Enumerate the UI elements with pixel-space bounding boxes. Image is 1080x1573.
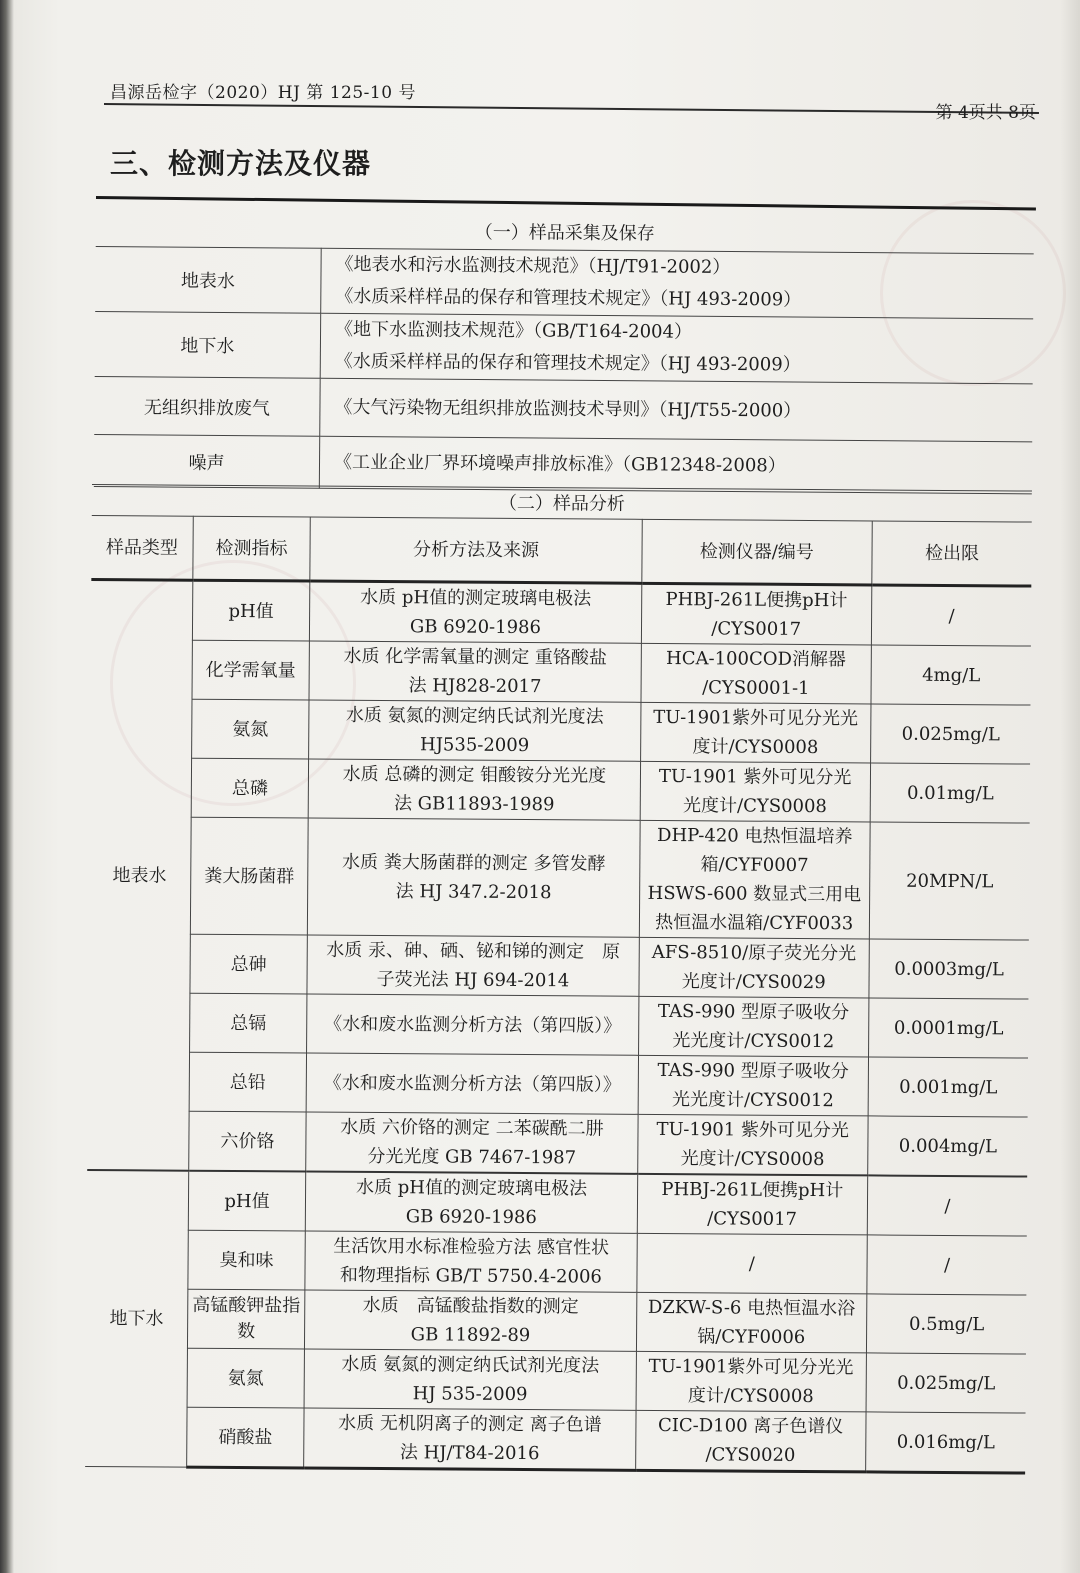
indicator: 六价铬	[188, 1111, 306, 1171]
instrument-line: DHP-420 电热恒温培养	[657, 824, 853, 848]
instrument-line: TAS-990 型原子吸收分	[657, 1000, 850, 1024]
indicator: 总镉	[189, 993, 307, 1053]
instrument	[638, 996, 869, 1057]
method-line: 水质 六价铬的测定 二苯碳酰二肼	[340, 1116, 604, 1140]
instrument-line: 光度计/CYS0029	[681, 971, 826, 994]
method-line: 法 GB11893-1989	[393, 793, 555, 816]
table-row	[88, 992, 1028, 1058]
report-code: 昌源岳检字（2020）HJ 第 125-10 号	[110, 83, 416, 103]
table-row	[95, 311, 1033, 383]
detection-limit: 0.5mg/L	[866, 1294, 1026, 1354]
method	[304, 1349, 636, 1410]
instrument-line: PHBJ-261L便携pH计	[665, 589, 848, 612]
instrument-line: 光度计/CYS0008	[682, 795, 827, 818]
instrument-line: /	[748, 1253, 755, 1275]
instrument	[636, 1292, 867, 1353]
table-row	[91, 639, 1031, 705]
table-row	[88, 1051, 1028, 1117]
detection-limit: 0.016mg/L	[866, 1412, 1026, 1473]
method	[307, 1053, 639, 1114]
detection-limit: /	[867, 1175, 1027, 1236]
instrument-line: /CYS0017	[711, 618, 802, 640]
instrument-line: HCA-100COD消解器	[666, 648, 847, 671]
standard-line: 《大气污染物无组织排放监测技术导则》（HJ/T55-2000）	[320, 378, 1033, 442]
method-line: 《水和废水监测分析方法（第四版）》	[323, 1072, 621, 1096]
method	[309, 700, 641, 761]
indicator: 总磷	[191, 758, 309, 818]
detection-limit: 4mg/L	[871, 645, 1031, 705]
instrument	[638, 937, 869, 998]
method	[310, 581, 642, 643]
instrument-line: 光度计/CYS0008	[680, 1148, 825, 1171]
detection-limit: 20MPN/L	[869, 822, 1029, 940]
method-line: 水质 氨氮的测定纳氏试剂光度法	[345, 704, 604, 728]
column-header: 样品类型	[91, 515, 193, 580]
instrument-line: TU-1901紫外可见分光光	[648, 1355, 854, 1379]
instrument-line: 度计/CYS0008	[687, 1385, 814, 1408]
method	[305, 1231, 637, 1292]
table-row	[89, 816, 1030, 940]
column-header: 分析方法及来源	[310, 517, 642, 583]
standard-line: 《水质采样样品的保存和管理技术规定》（HJ 493-2009）	[335, 285, 802, 311]
sample-type: 地表水	[95, 246, 321, 313]
instrument-line: /CYS0020	[705, 1444, 796, 1466]
sampling-caption: （一）样品采集及保存	[96, 210, 1034, 254]
method-line: 生活饮用水标准检验方法 感官性状	[333, 1235, 610, 1259]
indicator: 硝酸盐	[186, 1407, 304, 1468]
method-line: 水质 氨氮的测定纳氏试剂光度法	[341, 1353, 600, 1377]
instrument	[637, 1114, 868, 1175]
method-line: 法 HJ 347.2-2018	[395, 881, 552, 904]
instrument-line: 光光度计/CYS0012	[672, 1030, 835, 1053]
page-number: 第 4页共 8页	[935, 103, 1036, 123]
instrument	[640, 702, 871, 763]
table-row	[88, 933, 1028, 999]
instrument-line: 度计/CYS0008	[692, 736, 819, 759]
method-line: 水质 高锰酸盐指数的测定	[362, 1294, 579, 1318]
table-row	[86, 1347, 1026, 1413]
detection-limit: 0.004mg/L	[868, 1116, 1028, 1177]
standards-cell	[321, 248, 1034, 319]
method-line: HJ 535-2009	[412, 1383, 528, 1406]
instrument-line: CIC-D100 离子色谱仪	[657, 1414, 844, 1438]
method	[306, 1172, 638, 1234]
standards-cell	[320, 313, 1033, 384]
detection-limit: 0.01mg/L	[870, 763, 1030, 823]
table-row	[86, 1229, 1026, 1295]
detection-limit: /	[871, 585, 1031, 646]
instrument-line: /CYS0017	[707, 1208, 798, 1230]
sample-type: 地下水	[85, 1170, 188, 1467]
indicator: 总砷	[190, 934, 308, 994]
standard-line: 《地表水和污水监测技术规范》（HJ/T91-2002）	[335, 253, 731, 278]
method-line: 子荧光法 HJ 694-2014	[376, 968, 570, 992]
instrument	[639, 820, 870, 939]
instrument-line: 光光度计/CYS0012	[671, 1089, 834, 1112]
method	[309, 759, 641, 820]
indicator: pH值	[188, 1171, 306, 1231]
method-line: GB 6920-1986	[409, 616, 542, 639]
instrument-line: HSWS-600 数显式三用电	[647, 882, 862, 906]
method	[306, 1112, 638, 1174]
method-line: 法 HJ/T84-2016	[399, 1442, 540, 1465]
method	[308, 818, 640, 937]
method-line: GB 11892-89	[410, 1324, 531, 1347]
standard-line: 《地下水监测技术规范》（GB/T164-2004）	[334, 318, 693, 343]
method-line: 水质 汞、砷、硒、铋和锑的测定 原	[326, 939, 621, 963]
instrument-line: DZKW-S-6 电热恒温水浴	[647, 1296, 856, 1320]
method-line: 法 HJ828-2017	[408, 675, 542, 698]
method-line: HJ535-2009	[419, 734, 530, 757]
indicator: 臭和味	[188, 1230, 306, 1290]
method-line: 分光光度 GB 7467-1987	[367, 1145, 577, 1169]
standard-line: 《水质采样样品的保存和管理技术规定》（HJ 493-2009）	[334, 350, 801, 376]
instrument-line: TAS-990 型原子吸收分	[657, 1059, 849, 1083]
detection-limit: 0.025mg/L	[871, 704, 1031, 764]
instrument-line: /CYS0001-1	[702, 677, 810, 700]
instrument	[640, 643, 871, 704]
method-line: 水质 无机阴离子的测定 离子色谱	[338, 1412, 602, 1436]
method-line: 水质 pH值的测定玻璃电极法	[360, 586, 592, 610]
header-row	[91, 515, 1031, 586]
instrument-line: TU-1901 紫外可见分光	[656, 1118, 850, 1142]
table-row	[91, 579, 1031, 646]
instrument-line: TU-1901 紫外可见分光	[658, 765, 852, 789]
header-divider	[104, 103, 1039, 114]
method-line: 和物理指标 GB/T 5750.4-2006	[339, 1264, 602, 1288]
instrument-line: 箱/CYF0007	[700, 854, 809, 877]
table-row	[85, 1406, 1025, 1473]
analysis-caption: （二）样品分析	[92, 485, 1032, 523]
method-line: 水质 粪大肠菌群的测定 多管发酵	[342, 851, 606, 875]
method	[304, 1408, 636, 1470]
sample-type: 地下水	[95, 311, 321, 378]
method	[307, 935, 639, 996]
sample-type: 地表水	[87, 579, 192, 1170]
detection-limit: 0.025mg/L	[866, 1353, 1026, 1413]
table-row	[90, 698, 1030, 764]
method-line: 水质 化学需氧量的测定 重铬酸盐	[343, 645, 608, 669]
instrument-line: PHBJ-261L便携pH计	[661, 1178, 844, 1202]
indicator: 氨氮	[191, 699, 309, 759]
instrument	[640, 761, 871, 822]
indicator: 氨氮	[187, 1348, 305, 1408]
detection-limit: 0.0003mg/L	[869, 939, 1029, 999]
analysis-table	[85, 484, 1032, 1475]
table-row	[95, 246, 1033, 318]
instrument	[636, 1351, 867, 1412]
table-row	[90, 757, 1030, 823]
instrument-line: 热恒温水温箱/CYF0033	[655, 911, 854, 935]
method-line: 《水和废水监测分析方法（第四版）》	[324, 1013, 622, 1037]
detection-limit: /	[867, 1235, 1027, 1295]
instrument-line: TU-1901紫外可见分光光	[653, 706, 859, 730]
title-divider	[96, 196, 1036, 210]
instrument-line: AFS-8510/原子荧光分光	[651, 941, 857, 965]
instrument	[637, 1174, 868, 1235]
method-line: 水质 pH值的测定玻璃电极法	[355, 1176, 588, 1200]
indicator: 高锰酸钾盐指数	[187, 1289, 305, 1349]
indicator: 总铅	[189, 1052, 307, 1112]
indicator: 化学需氧量	[192, 640, 310, 700]
detection-limit: 0.001mg/L	[868, 1057, 1028, 1117]
column-header: 检测仪器/编号	[641, 519, 872, 585]
table-row	[94, 376, 1032, 441]
table-row	[87, 1110, 1027, 1176]
column-header: 检出限	[872, 521, 1032, 586]
instrument	[641, 583, 872, 645]
instrument	[635, 1410, 866, 1472]
indicator: 粪大肠菌群	[190, 817, 309, 935]
table-row	[86, 1288, 1026, 1354]
method	[305, 1290, 637, 1351]
method	[307, 994, 639, 1055]
column-header: 检测指标	[192, 516, 310, 581]
sample-type: 噪声	[94, 434, 320, 488]
standard-line: 《工业企业厂界环境噪声排放标准》（GB12348-2008）	[319, 436, 1032, 494]
sample-type: 无组织排放废气	[94, 376, 320, 436]
instrument	[636, 1233, 867, 1294]
indicator: pH值	[192, 580, 310, 641]
method	[309, 641, 641, 702]
table-row	[87, 1170, 1027, 1236]
instrument	[638, 1055, 869, 1116]
sampling-table	[94, 210, 1034, 494]
method-line: GB 6920-1986	[405, 1206, 537, 1229]
method-line: 水质 总磷的测定 钼酸铵分光光度	[342, 763, 607, 787]
instrument-line: 锅/CYF0006	[697, 1326, 806, 1349]
detection-limit: 0.0001mg/L	[868, 998, 1028, 1058]
section-title: 三、检测方法及仪器	[110, 147, 372, 180]
analysis-body	[85, 579, 1031, 1473]
